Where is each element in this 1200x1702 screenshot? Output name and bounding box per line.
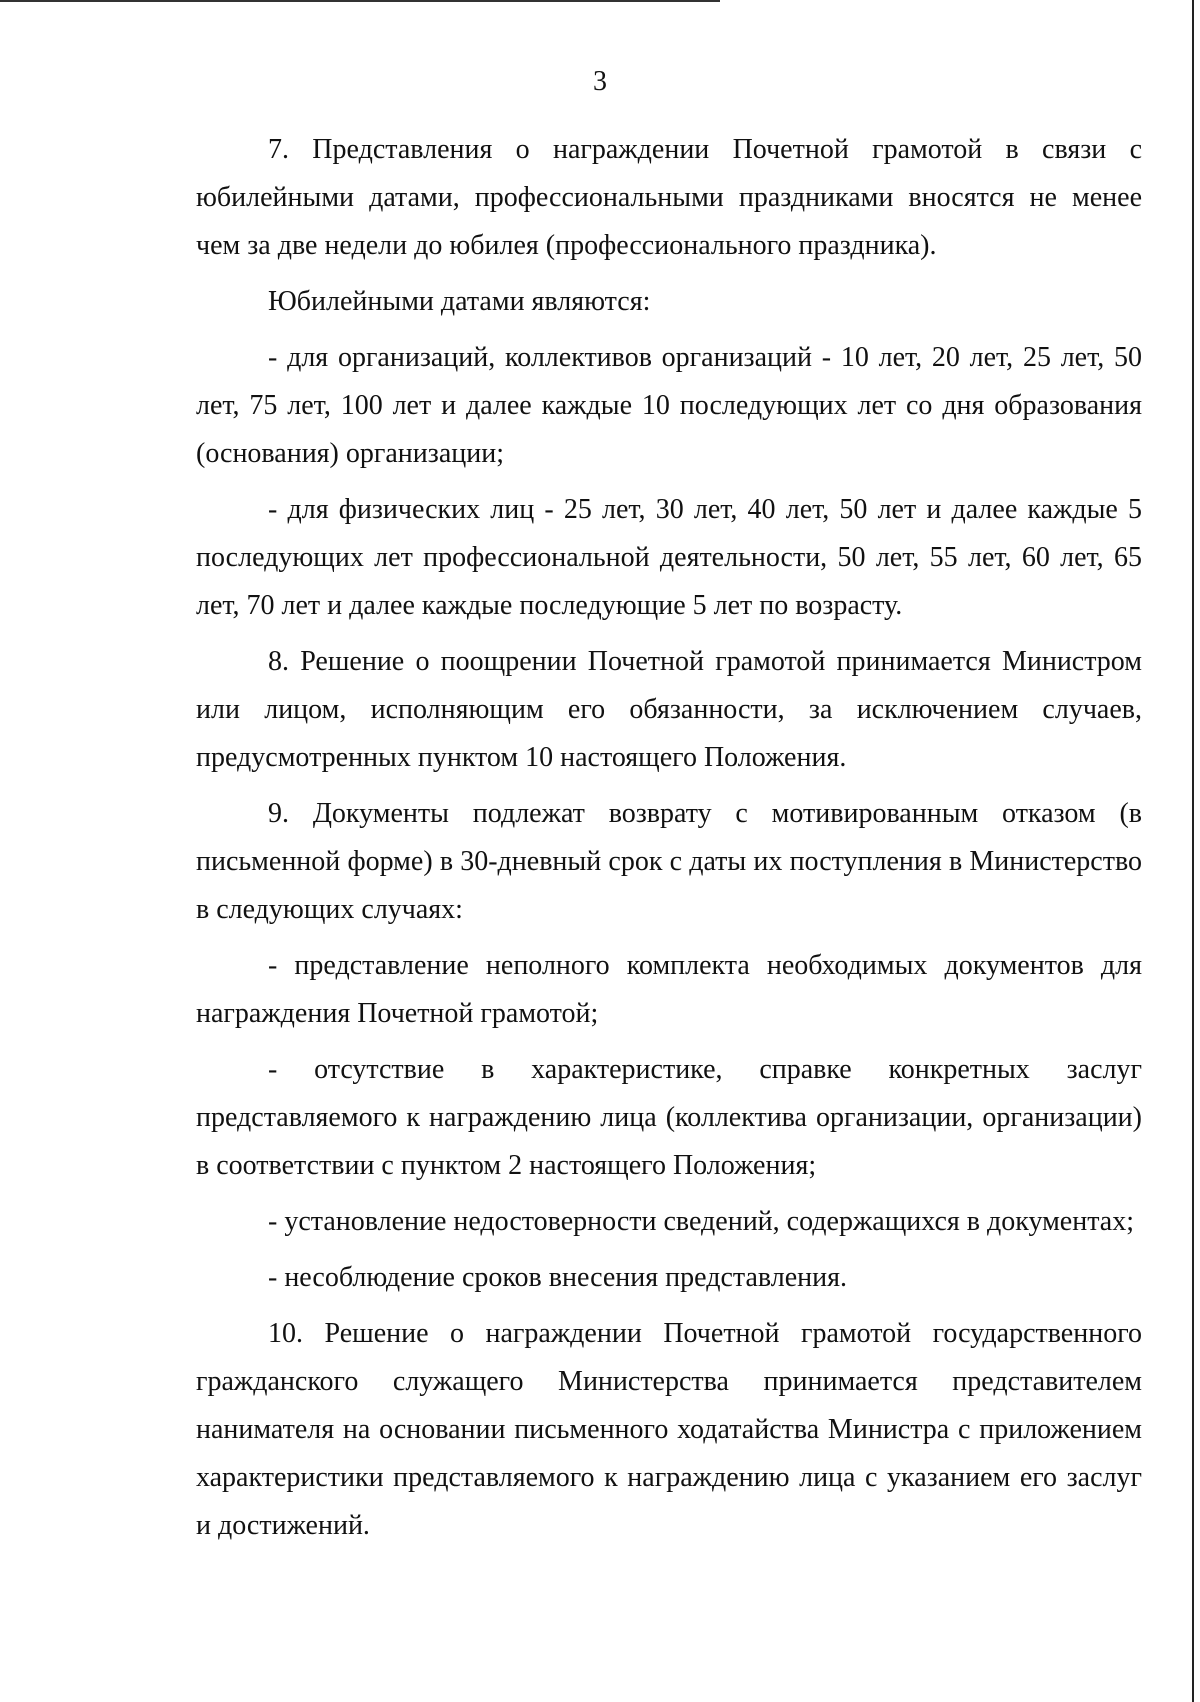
paragraph-missing-merits: - отсутствие в характеристике, справке конкретных заслуг представляемого к награждению лица (коллектива организации, организации) в соответствии с пунктом 2 настоящего Положения; bbox=[196, 1054, 1142, 1181]
paragraph-incomplete-documents: - представление неполного комплекта необходимых документов для награждения Почетной грамотой; bbox=[196, 950, 1142, 1029]
document-body bbox=[196, 126, 1142, 1550]
scan-edge-top bbox=[0, 0, 720, 2]
paragraph-individuals-dates: - для физических лиц - 25 лет, 30 лет, 40 лет, 50 лет и далее каждые 5 последующих лет профессиональной деятельности, 50 лет, 55 лет, 60 лет, 65 лет, 70 лет и далее каждые последующие 5 лет по возрасту. bbox=[196, 494, 1142, 621]
paragraph-10: 10. Решение о награждении Почетной грамотой государственного гражданского служащего Министерства принимается представителем нанимателя на основании письменного ходатайства Министра с приложением характеристики представляемого к награждению лица с указанием его заслуг и достижений. bbox=[196, 1318, 1142, 1541]
paragraph-jubilee-dates-intro: Юбилейными датами являются: bbox=[268, 286, 651, 317]
page-number: 3 bbox=[593, 66, 607, 97]
paragraph-organizations-dates: - для организаций, коллективов организаций - 10 лет, 20 лет, 25 лет, 50 лет, 75 лет, 100 лет и далее каждые 10 последующих лет со дня образования (основания) организации; bbox=[196, 342, 1142, 469]
paragraph-7: 7. Представления о награждении Почетной грамотой в связи с юбилейными датами, профессиональными праздниками вносятся не менее чем за две недели до юбилея (профессионального праздника). bbox=[196, 134, 1142, 261]
paragraph-deadline-violation: - несоблюдение сроков внесения представления. bbox=[268, 1262, 847, 1293]
paragraph-unreliable-info: - установление недостоверности сведений, содержащихся в документах; bbox=[268, 1206, 1134, 1237]
paragraph-8: 8. Решение о поощрении Почетной грамотой принимается Министром или лицом, исполняющим его обязанности, за исключением случаев, предусмотренных пунктом 10 настоящего Положения. bbox=[196, 646, 1142, 773]
paragraph-9: 9. Документы подлежат возврату с мотивированным отказом (в письменной форме) в 30-дневный срок с даты их поступления в Министерство в следующих случаях: bbox=[196, 798, 1142, 925]
scan-edge-right bbox=[1192, 0, 1194, 1702]
